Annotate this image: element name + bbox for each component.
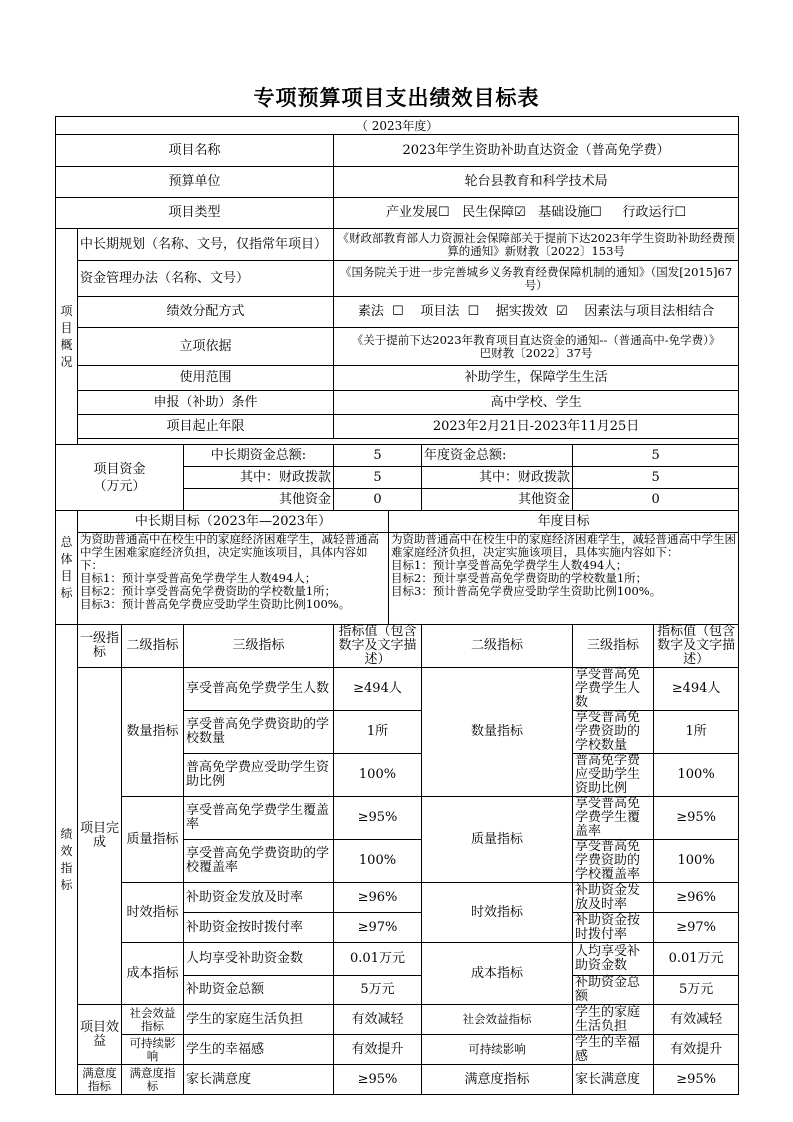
value-cell: ≥95% [334, 797, 422, 840]
l2-cost: 成本指标 [122, 943, 184, 1005]
alloc-label: 绩效分配方式 [78, 297, 334, 328]
project-name-label: 项目名称 [56, 135, 334, 167]
scope-label: 使用范围 [78, 366, 334, 391]
year-goal-text: 为资助普通高中在校生中的家庭经济困难学生，减轻普通高中学生困难家庭经济负担，决定实施该项目，具体实施内容如下： 目标1：预计享受普高免学费学生人数494人； 目标2：预计享受普高免学费资助的学校数量1所； 目标3：预计普高免学费应受助学生资助比例100%。 [389, 533, 739, 625]
funds-label: 项目资金 （万元） [56, 445, 184, 511]
year-cell: （ 2023年度） [56, 117, 739, 135]
h-value: 指标值（包含数字及文字描述） [334, 625, 422, 668]
valueb-cell: ≥95% [654, 1065, 739, 1095]
h-level1: 一级指标 [78, 625, 122, 668]
l2-time: 时效指标 [122, 883, 184, 943]
budget-unit-value: 轮台县教育和科学技术局 [334, 167, 739, 198]
l3b-cell: 享受普高免学费资助的学校数量 [573, 711, 654, 754]
basis-value: 《关于提前下达2023年教育项目直达资金的通知--（普通高中-免学费）》 巴财教〔2022〕37号 [334, 328, 739, 366]
l2-social: 社会效益指标 [122, 1005, 184, 1035]
l2b-time: 时效指标 [422, 883, 573, 943]
l3b-cell: 人均享受补助资金数 [573, 943, 654, 976]
l3b-cell: 家长满意度 [573, 1065, 654, 1095]
cond-value: 高中学校、学生 [334, 391, 739, 415]
l3-cell: 补助资金总额 [184, 976, 334, 1005]
valueb-cell: ≥97% [654, 913, 739, 943]
valueb-cell: 100% [654, 754, 739, 797]
mid-other-label: 其他资金 [184, 489, 334, 511]
l2b-quality: 质量指标 [422, 797, 573, 883]
h-level3: 三级指标 [184, 625, 334, 668]
alloc-value: 素法 ☐ 项目法 ☐ 据实拨效 ☑ 因素法与项目法相结合 [334, 297, 739, 328]
project-type-value: 产业发展☐ 民生保障☑ 基础设施☐ 行政运行☐ [334, 198, 739, 229]
plan-label: 中长期规划（名称、文号，仅指常年项目） [78, 229, 334, 261]
value-cell: 100% [334, 840, 422, 883]
year-total-label: 年度资金总额: [422, 445, 573, 467]
mid-goal-header: 中长期目标（2023年—2023年） [78, 511, 389, 533]
mid-fin-value: 5 [334, 467, 422, 489]
mid-total-label: 中长期资金总额: [184, 445, 334, 467]
l3-cell: 家长满意度 [184, 1065, 334, 1095]
valueb-cell: 有效减轻 [654, 1005, 739, 1035]
mid-total-value: 5 [334, 445, 422, 467]
l3-cell: 享受普高免学费资助的学校数量 [184, 711, 334, 754]
year-goal-header: 年度目标 [389, 511, 739, 533]
overview-label: 项目概况 [56, 229, 78, 445]
year-other-value: 0 [573, 489, 739, 511]
mid-other-value: 0 [334, 489, 422, 511]
l3-cell: 补助资金按时拨付率 [184, 913, 334, 943]
l3-cell: 学生的家庭生活负担 [184, 1005, 334, 1035]
l1-effect: 项目效益 [78, 1005, 122, 1065]
l2b-satis: 满意度指标 [422, 1065, 573, 1095]
year-fin-value: 5 [573, 467, 739, 489]
overall-label: 总体目标 [56, 511, 78, 625]
h-level2b: 二级指标 [422, 625, 573, 668]
valueb-cell: 0.01万元 [654, 943, 739, 976]
performance-table [55, 116, 743, 1095]
l3b-cell: 享受普高免学费学生人数 [573, 668, 654, 711]
basis-label: 立项依据 [78, 328, 334, 366]
l3-cell: 享受普高免学费学生人数 [184, 668, 334, 711]
l3-cell: 享受普高免学费学生覆盖率 [184, 797, 334, 840]
project-name-value: 2023年学生资助补助直达资金（普高免学费） [334, 135, 739, 167]
l3-cell: 学生的幸福感 [184, 1035, 334, 1065]
year-fin-label: 其中：财政拨款 [422, 467, 573, 489]
valueb-cell: ≥95% [654, 797, 739, 840]
l3-cell: 享受普高免学费资助的学校覆盖率 [184, 840, 334, 883]
l3-cell: 补助资金发放及时率 [184, 883, 334, 913]
l2b-sustain: 可持续影响 [422, 1035, 573, 1065]
l3b-cell: 补助资金总额 [573, 976, 654, 1005]
l3-cell: 人均享受补助资金数 [184, 943, 334, 976]
mid-fin-label: 其中：财政拨款 [184, 467, 334, 489]
cond-label: 申报（补助）条件 [78, 391, 334, 415]
l1-output: 项目完成 [78, 668, 122, 1005]
year-total-value: 5 [573, 445, 739, 467]
value-cell: 有效提升 [334, 1035, 422, 1065]
value-cell: 5万元 [334, 976, 422, 1005]
l3b-cell: 补助资金按时拨付率 [573, 913, 654, 943]
valueb-cell: 5万元 [654, 976, 739, 1005]
l2b-cost: 成本指标 [422, 943, 573, 1005]
l3-cell: 普高免学费应受助学生资助比例 [184, 754, 334, 797]
scope-value: 补助学生，保障学生生活 [334, 366, 739, 391]
plan-value: 《财政部教育部人力资源社会保障部关于提前下达2023年学生资助补助经费预算的通知》新财教〔2022〕153号 [334, 229, 739, 261]
value-cell: ≥96% [334, 883, 422, 913]
value-cell: ≥95% [334, 1065, 422, 1095]
l2b-social: 社会效益指标 [422, 1005, 573, 1035]
perf-label: 绩效指标 [56, 625, 78, 1095]
valueb-cell: ≥96% [654, 883, 739, 913]
project-type-label: 项目类型 [56, 198, 334, 229]
period-label: 项目起止年限 [78, 415, 334, 439]
valueb-cell: 1所 [654, 711, 739, 754]
valueb-cell: 有效提升 [654, 1035, 739, 1065]
l3b-cell: 学生的幸福感 [573, 1035, 654, 1065]
l3b-cell: 享受普高免学费资助的学校覆盖率 [573, 840, 654, 883]
mgmt-label: 资金管理办法（名称、文号） [78, 261, 334, 297]
l3b-cell: 补助资金发放及时率 [573, 883, 654, 913]
l2-quantity: 数量指标 [122, 668, 184, 797]
l2-satis: 满意度指标 [122, 1065, 184, 1095]
page-title: 专项预算项目支出绩效目标表 [253, 86, 540, 110]
mgmt-value: 《国务院关于进一步完善城乡义务教育经费保障机制的通知》（国发[2015]67号） [334, 261, 739, 297]
h-level3b: 三级指标 [573, 625, 654, 668]
valueb-cell: ≥494人 [654, 668, 739, 711]
l2-sustain: 可持续影响 [122, 1035, 184, 1065]
h-level2: 二级指标 [122, 625, 184, 668]
year-other-label: 其他资金 [422, 489, 573, 511]
l2b-quantity: 数量指标 [422, 668, 573, 797]
value-cell: ≥97% [334, 913, 422, 943]
l3b-cell: 学生的家庭生活负担 [573, 1005, 654, 1035]
period-value: 2023年2月21日-2023年11月25日 [334, 415, 739, 439]
value-cell: 1所 [334, 711, 422, 754]
value-cell: 有效减轻 [334, 1005, 422, 1035]
h-valueb: 指标值（包含数字及文字描述） [654, 625, 739, 668]
l3b-cell: 普高免学费应受助学生资助比例 [573, 754, 654, 797]
valueb-cell: 100% [654, 840, 739, 883]
l3b-cell: 享受普高免学费学生覆盖率 [573, 797, 654, 840]
l1-satis: 满意度指标 [78, 1065, 122, 1095]
value-cell: ≥494人 [334, 668, 422, 711]
value-cell: 100% [334, 754, 422, 797]
value-cell: 0.01万元 [334, 943, 422, 976]
mid-goal-text: 为资助普通高中在校生中的家庭经济困难学生，减轻普通高中学生困难家庭经济负担，决定实施该项目，具体内容如下： 目标1：预计享受普高免学费学生人数494人； 目标2：预计享受普高免学费资助的学校数量1所； 目标3：预计普高免学费应受助学生资助比例100%。 [78, 533, 389, 625]
l2-quality: 质量指标 [122, 797, 184, 883]
budget-unit-label: 预算单位 [56, 167, 334, 198]
